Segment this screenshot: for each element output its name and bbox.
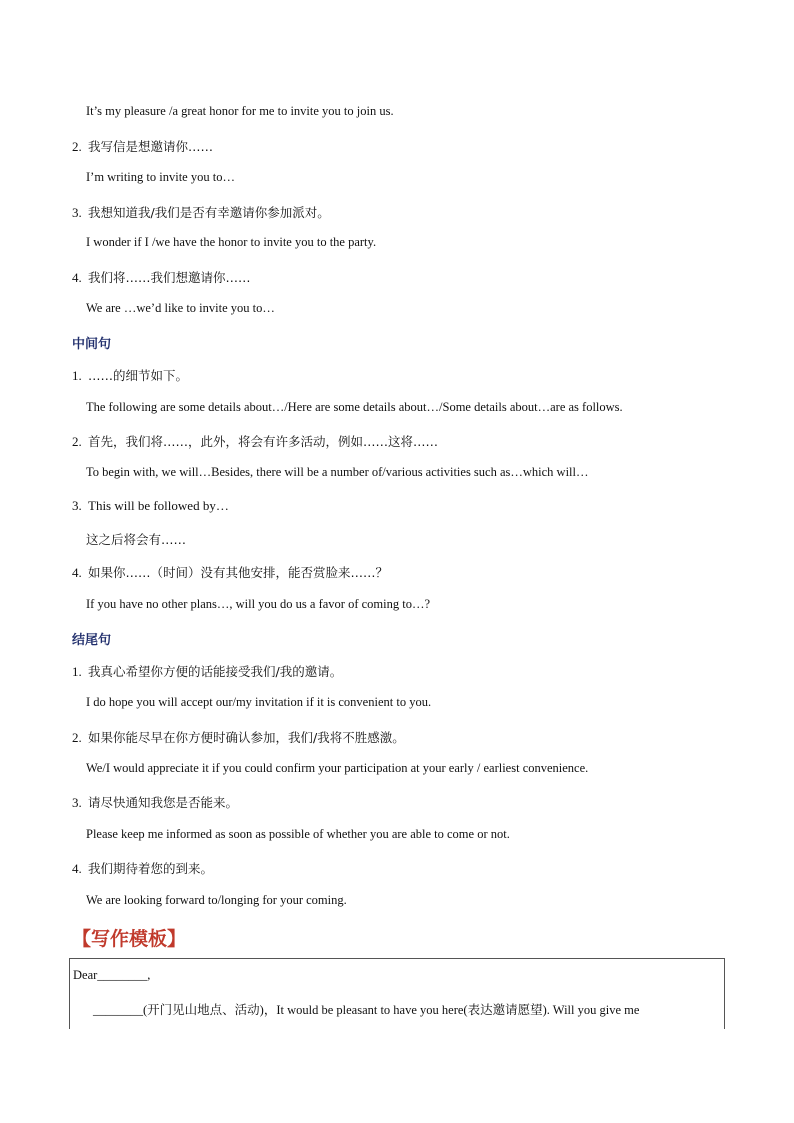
closing-item-2-en: We/I would appreciate it if you could confirm your participation at your early / earliest convenience. (86, 761, 589, 775)
opening-item-4-zh (72, 268, 251, 286)
item-number: 1. (72, 368, 82, 383)
middle-item-3-line2: 这之后将会有…… (86, 532, 187, 547)
writing-template-box (69, 958, 725, 1029)
closing-item-3-zh (72, 793, 238, 811)
opening-item-2-en: I’m writing to invite you to… (86, 170, 235, 184)
middle-item-1-zh (72, 366, 188, 384)
opening-item-3-zh (72, 203, 330, 221)
item-zh-text: 我们将……我们想邀请你…… (88, 270, 251, 285)
closing-item-4-en: We are looking forward to/longing for your coming. (86, 893, 347, 907)
writing-template-heading: 【写作模板】 (72, 928, 187, 950)
opening-item-3-en: I wonder if I /we have the honor to invite you to the party. (86, 235, 377, 249)
middle-item-4-en: If you have no other plans…, will you do us a favor of coming to…? (86, 597, 431, 611)
item-zh-text: 如果你……（时间）没有其他安排，能否赏脸来……？ (88, 565, 389, 580)
opening-item-4-en: We are …we’d like to invite you to… (86, 301, 275, 315)
closing-item-4-zh (72, 859, 213, 877)
middle-sentences-heading: 中间句 (72, 337, 112, 352)
closing-item-2-zh (72, 728, 405, 746)
item-en-text: This will be followed by… (88, 498, 229, 513)
item-number: 4. (72, 861, 82, 876)
item-number: 2. (72, 434, 82, 449)
closing-item-1-zh (72, 662, 342, 680)
closing-item-3-en: Please keep me informed as soon as possible of whether you are able to come or not. (86, 827, 510, 841)
item-zh-text: 我真心希望你方便的话能接受我们/我的邀请。 (88, 664, 343, 679)
middle-item-4-zh (72, 563, 388, 581)
middle-item-2-en: To begin with, we will…Besides, there will be a number of/various activities such as…which will… (86, 465, 589, 479)
item-zh-text: 我想知道我/我们是否有幸邀请你参加派对。 (88, 205, 330, 220)
item-number: 4. (72, 565, 82, 580)
middle-item-3-line1 (72, 498, 229, 514)
item-number: 2. (72, 730, 82, 745)
template-salutation: Dear________, (73, 968, 151, 982)
item-number: 4. (72, 270, 82, 285)
item-zh-text: 首先，我们将……，此外，将会有许多活动，例如……这将…… (88, 434, 439, 449)
opening-item-2-zh (72, 137, 213, 155)
item-number: 3. (72, 205, 82, 220)
item-number: 2. (72, 139, 82, 154)
item-zh-text: 我们期待着您的到来。 (88, 861, 214, 876)
middle-item-1-en: The following are some details about…/Here are some details about…/Some details about…are as follows. (86, 400, 623, 414)
opening-sentence-en: It’s my pleasure /a great honor for me to invite you to join us. (86, 104, 394, 118)
item-zh-text: ……的细节如下。 (88, 368, 189, 383)
closing-item-1-en: I do hope you will accept our/my invitation if it is convenient to you. (86, 695, 432, 709)
item-zh-text: 我写信是想邀请你…… (88, 139, 214, 154)
item-number: 3. (72, 498, 82, 513)
closing-sentences-heading: 结尾句 (72, 633, 112, 648)
item-number: 1. (72, 664, 82, 679)
template-opening-line: ________(开门见山地点、活动)，It would be pleasant to have you here(表达邀请愿望). Will you give me (93, 1003, 640, 1017)
item-zh-text: 请尽快通知我您是否能来。 (88, 795, 239, 810)
item-zh-text: 如果你能尽早在你方便时确认参加，我们/我将不胜感激。 (88, 730, 405, 745)
item-number: 3. (72, 795, 82, 810)
middle-item-2-zh (72, 432, 438, 450)
